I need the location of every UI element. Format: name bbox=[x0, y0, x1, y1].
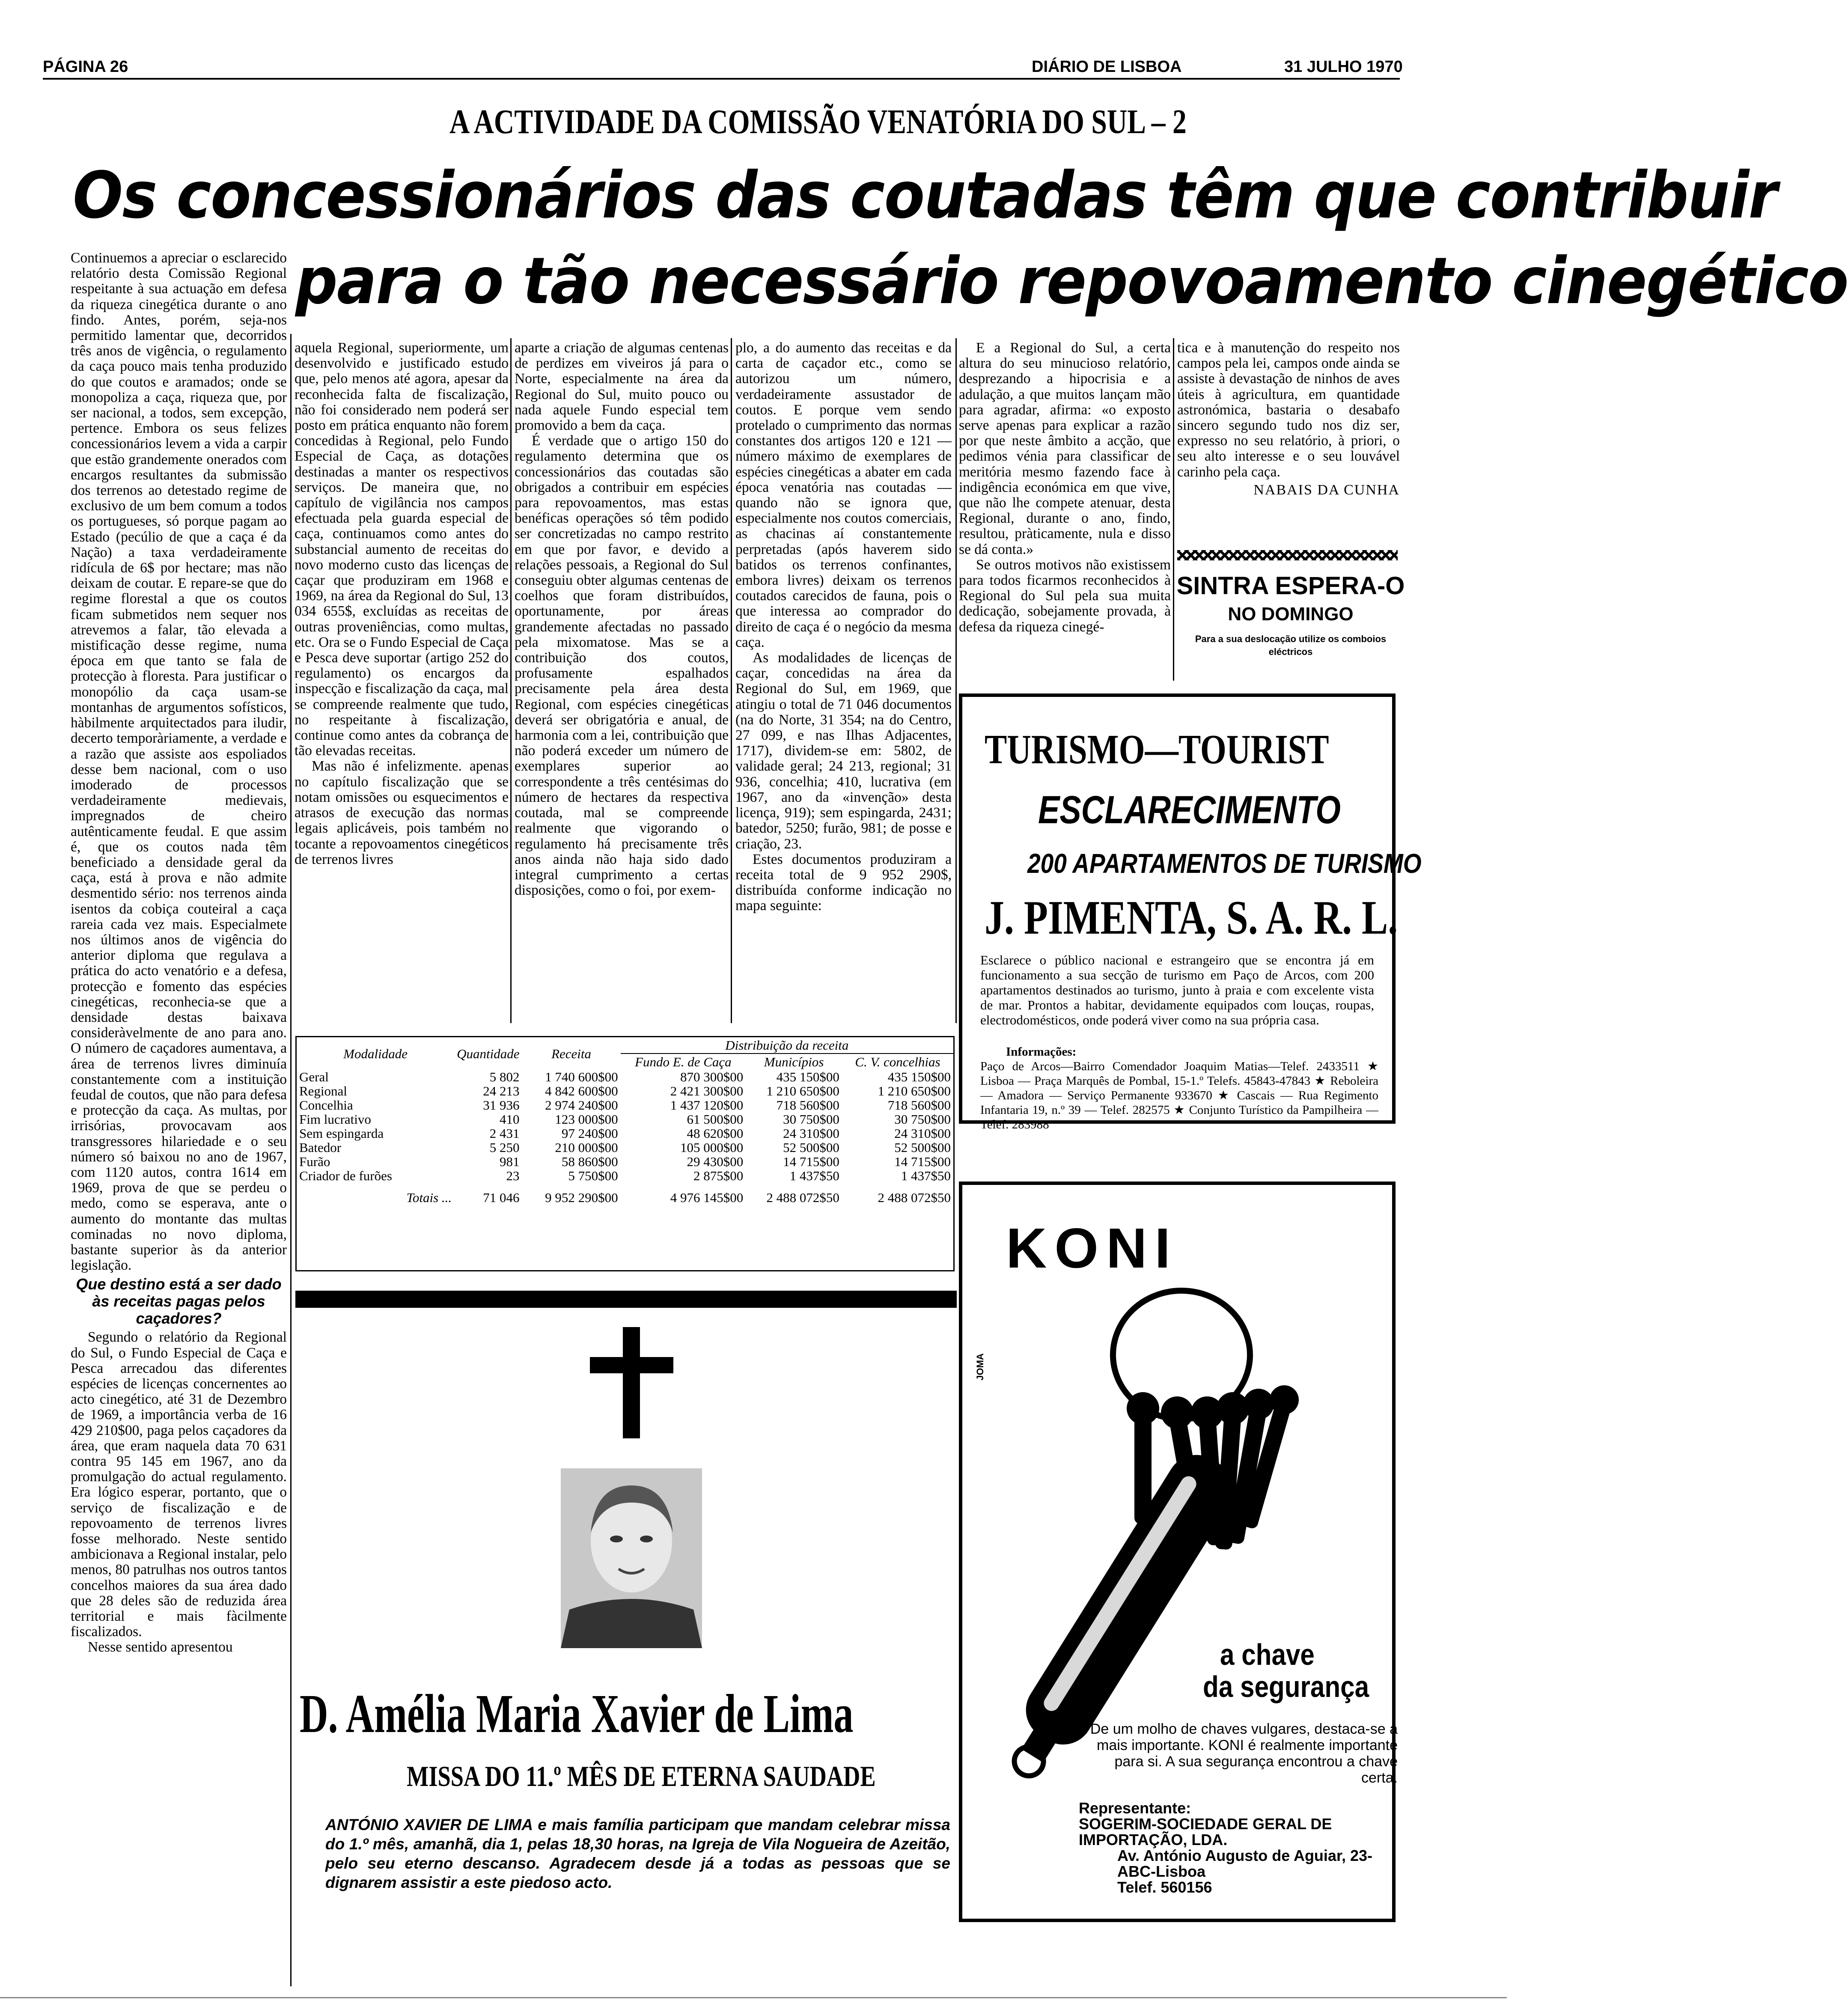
table-cell: 123 000$00 bbox=[555, 1112, 618, 1127]
headline-line-1: Os concessionários das coutadas têm que contribuir bbox=[73, 158, 1777, 233]
column-rule bbox=[1173, 338, 1174, 681]
table-cell: 981 bbox=[500, 1154, 520, 1169]
article-column-6 bbox=[1177, 340, 1400, 546]
table-totals-row bbox=[297, 1183, 953, 1205]
paragraph: plo, a do aumento das receitas e da carta de caçador etc., como se autorizou um número, verdadeiramente assustador de coutos. E porque vem sendo protelado o cumprimento das normas constantes dos artigos 120 e 121 — número máximo de exemplares de espécies cinegéticas a abater em cada época venatória nas coutadas — quando não se ignora que, especialmente nos coutos comerciais, as chacinas aí constantemente perpretadas (após haverem sido batidos os terrenos confinantes, embora livres) deixam os terrenos coutados carecidos de fauna, pois o que interessa ao comprador do direito de caça é o negócio da mesma caça. bbox=[735, 340, 952, 650]
article-column-3 bbox=[515, 340, 729, 1025]
turismo-info-label: Informações: bbox=[1006, 1045, 1077, 1059]
headline-line-2: para o tão necessário repovoamento cinegético bbox=[295, 244, 1848, 318]
revenue-table-box bbox=[295, 1036, 955, 1271]
table-cell: 2 875$00 bbox=[693, 1168, 744, 1183]
paragraph: Mas não é infelizmente. apenas no capítulo fiscalização que se notam omissões ou esquecimentos e atrasos de execução das normas legais aplicáveis, pois também no tocante a repovoamentos cinegéticos de terrenos livres bbox=[295, 758, 509, 867]
table-cell: 14 715$00 bbox=[894, 1154, 951, 1169]
column-rule bbox=[290, 334, 292, 1986]
paragraph: As modalidades de licenças de caçar, concedidas na área da Regional do Sul, em 1969, que atingiu o total de 71 046 documentos (na do Norte, 31 354; na do Centro, 27 099, e nas Ilhas Adjacentes, 1717), dividem-se em: 5802, de validade geral; 24 213, regional; 31 936, concelhia; 410, lucrativa (em 1967, ano da «invenção» desta licença, 919); sem espingarda, 2431; batedor, 5250; furão, 981; de posse e criação, 23. bbox=[735, 650, 952, 852]
paragraph: aquela Regional, superiormente, um desenvolvido e justificado estudo que, pelo menos até agora, apesar da reconhecida falta de fiscalização, não foi considerado nem poderá ser posto em prática enquanto não forem concedidas à Regional, pelo Fundo Especial de Caça, as dotações destinadas a manter os respectivos serviços. De maneira que, no capítulo de vigilância nos campos efectuada pela guarda especial de caça, continuamos como antes do substancial aumento de receitas do novo moderno custo das licenças de caçar que produziram em 1968 e 1969, na área da Regional do Sul, 13 034 655$, excluídas as receitas de outras proveniências, como multas, etc. Ora se o Fundo Especial de Caça e Pesca deve suportar (artigo 252 do regulamento) os encargos da inspecção e fiscalização da caça, mal se compreende realmente que tudo, no respeitante à fiscalização, continue como antes da cobrança de tão elevadas receitas. bbox=[295, 340, 509, 759]
table-cell: 718 560$00 bbox=[776, 1098, 839, 1113]
col-header-receita: Receita bbox=[551, 1046, 592, 1061]
table-total-cell: 4 976 145$00 bbox=[670, 1190, 744, 1205]
paragraph: Nesse sentido apresentou bbox=[88, 1639, 233, 1655]
table-cell: 105 000$00 bbox=[680, 1140, 744, 1155]
koni-rep-label: Representante: bbox=[1079, 1799, 1191, 1817]
col-header-cv: C. V. concelhias bbox=[855, 1054, 940, 1069]
table-row bbox=[297, 1140, 953, 1155]
table-cell: 5 802 bbox=[489, 1069, 520, 1084]
table-cell: 1 740 600$00 bbox=[545, 1069, 618, 1084]
table-total-cell: 71 046 bbox=[483, 1190, 520, 1205]
turismo-ad-body: Esclarece o público nacional e estrangeiro que se encontra já em funcionamento a sua secção de turismo em Paço de Arcos, com 200 apartamentos destinados ao turismo, junto à praia e com excelente vista de mar. Prontos a habitar, devidamente equipados com louças, roupas, electrodomésticos, onde poderá viver como na sua própria casa. bbox=[980, 952, 1374, 1027]
paragraph: tica e à manutenção do respeito nos campos pela lei, campos onde ainda se assiste à devastação de ninhos de aves úteis à agricultura, em quantidade astronómica, bastaria o desabafo sincero segundo tudo nos diz ser, expresso no seu relatório, à priori, o seu alto interesse e o seu louvável carinho pela caça. bbox=[1177, 340, 1400, 480]
table-cell: Regional bbox=[299, 1083, 347, 1098]
column-rule bbox=[510, 338, 512, 1023]
page-bottom-rule bbox=[0, 1997, 1507, 1998]
table-total-cell: Totais ... bbox=[406, 1190, 452, 1205]
table-cell: 435 150$00 bbox=[887, 1069, 951, 1084]
koni-rep-address: Av. António Augusto de Aguiar, 23-ABC-Lisboa bbox=[1117, 1847, 1373, 1880]
turismo-ad-info bbox=[980, 1045, 1378, 1132]
table-cell: Furão bbox=[299, 1154, 330, 1169]
col-header-quantidade: Quantidade bbox=[457, 1046, 520, 1061]
koni-logo: KONI bbox=[1006, 1217, 1178, 1280]
page-number: PÁGINA 26 bbox=[43, 58, 128, 76]
paragraph: É verdade que o artigo 150 do regulamento determina que os concessionários das coutadas são obrigados a contribuir em espécies para repovoamentos, mas estas benéficas operações só têm podido ser concretizadas no campo restrito em que por favor, e devido a relações pessoais, a Regional do Sul conseguiu obter algumas centenas de coelhos que foram distribuídos, oportunamente, por áreas grandemente afectadas no passado pela mixomatose. Mas se a contribuição dos coutos, profusamente espalhados precisamente pela área desta Regional, com espécies cinegéticas deverá ser obrigatória e anual, de harmonia com a lei, contribuição que não poderá exceder um número de exemplares superior ao correspondente a três centésimas do número de hectares da respectiva coutada, mal se compreende realmente que vigorando o regulamento há precisamente três anos ainda não haja sido dado integral cumprimento a certas disposições, como o foi, por exem- bbox=[515, 433, 729, 899]
table-cell: 870 300$00 bbox=[680, 1069, 744, 1084]
table-total-cell: 9 952 290$00 bbox=[545, 1190, 618, 1205]
decorative-border bbox=[1177, 550, 1398, 560]
table-cell: 24 310$00 bbox=[894, 1126, 951, 1141]
table-cell: 1 210 650$00 bbox=[766, 1083, 839, 1098]
paragraph: E a Regional do Sul, a certa altura do seu minucioso relatório, desprezando a hipocrisia e a adulação, a que muitos lançam mão para agradar, afirma: «o exposto serve apenas para explicar a razão por que neste âmbito a acção, que pedimos vénia para classificar de meritória mesmo fazendo face à indigência económica em que vive, que não lhe compete atenuar, desta Regional, durante o ano, findo, resultou, pràticamente, nula e disso se dá conta.» bbox=[959, 340, 1171, 557]
table-cell: 2 974 240$00 bbox=[545, 1098, 618, 1113]
article-column-5 bbox=[959, 340, 1171, 683]
sintra-ad-title: SINTRA ESPERA-O bbox=[1176, 572, 1405, 600]
sintra-ad-subtitle: NO DOMINGO bbox=[1228, 604, 1354, 625]
table-cell: 31 936 bbox=[483, 1098, 520, 1113]
table-total-cell: 2 488 072$50 bbox=[878, 1190, 951, 1205]
table-row bbox=[297, 1070, 953, 1084]
article-subheading: Que destino está a ser dado às receitas pagas pelos caçadores? bbox=[76, 1275, 282, 1327]
table-row bbox=[297, 1126, 953, 1140]
table-cell: 210 000$00 bbox=[555, 1140, 618, 1155]
table-cell: 23 bbox=[506, 1168, 520, 1183]
table-row bbox=[297, 1084, 953, 1098]
table-cell: 718 560$00 bbox=[887, 1098, 951, 1113]
table-cell: 30 750$00 bbox=[783, 1112, 839, 1127]
paragraph: aparte a criação de algumas centenas de perdizes em viveiros já para o Norte, especialmente na área da Regional do Sul, muito pouco ou nada aquele Fundo especial tem promovido a bem da caça. bbox=[515, 340, 729, 434]
paragraph: Estes documentos produziram a receita total de 9 952 290$, distribuída conforme indicação no mapa seguinte: bbox=[735, 851, 952, 914]
table-cell: 61 500$00 bbox=[687, 1112, 744, 1127]
revenue-table bbox=[297, 1037, 953, 1205]
koni-representative bbox=[1079, 1800, 1387, 1895]
table-row bbox=[297, 1098, 953, 1112]
table-cell: 29 430$00 bbox=[687, 1154, 744, 1169]
article-column-1 bbox=[71, 250, 287, 1984]
koni-slogan-line-2: da segurança bbox=[1203, 1670, 1369, 1703]
turismo-ad-subheading: 200 APARTAMENTOS DE TURISMO bbox=[1027, 848, 1422, 879]
table-row bbox=[297, 1112, 953, 1126]
column-rule bbox=[955, 338, 957, 1023]
table-cell: 30 750$00 bbox=[894, 1112, 951, 1127]
col-header-modalidade: Modalidade bbox=[343, 1046, 408, 1061]
paragraph: Segundo o relatório da Regional do Sul, o Fundo Especial de Caça e Pesca arrecadou das diferentes espécies de licenças concernentes ao acto cinegético, até 31 de Dezembro de 1969, a importância verba de 16 429 210$00, paga pelos caçadores da área, que eram naquela data 70 631 contra 95 145 em 1967, ano da promulgação do actual regulamento. Era lógico esperar, portanto, que o serviço de fiscalização e de repovoamento de terrenos livres fosse melhorado. Neste sentido ambicionava a Regional instalar, pelo menos, 80 patrulhas nos outros tantos concelhos maiores da sua área dado que 28 deles são de reduzida área territorial e mais fàcilmente fiscalizados. bbox=[71, 1329, 287, 1640]
table-cell: 5 250 bbox=[489, 1140, 520, 1155]
table-cell: 410 bbox=[500, 1112, 520, 1127]
issue-date: 31 JULHO 1970 bbox=[1284, 58, 1403, 76]
obituary-text: ANTÓNIO XAVIER DE LIMA e mais família participam que mandam celebrar missa do 1.º mês, amanhã, dia 1, pelas 18,30 horas, na Igreja de Vila Nogueira de Azeitão, pelo seu eterno descanso. Agradecem desde já a todas as pessoas que se dignarem assistir a este piedoso acto. bbox=[325, 1816, 950, 1891]
table-cell: 14 715$00 bbox=[783, 1154, 839, 1169]
koni-rep-company: SOGERIM-SOCIEDADE GERAL DE IMPORTAÇÃO, LDA. bbox=[1079, 1815, 1332, 1848]
paragraph: Continuemos a apreciar o esclarecido relatório desta Comissão Regional respeitante à sua actuação em defesa da riqueza cinegética durante o ano findo. Antes, porém, seja-nos permitido lamentar que, decorridos três anos de vigência, o regulamento da caça pouco mais tenha produzido do que coutos e aramados; onde se monopoliza a caça, riqueza que, por ser nacional, a todos, sem excepção, pertence. Embora os seus felizes concessionários levem a vida a carpir que estão grandemente onerados com encargos resultantes da submissão dos terrenos ao detestado regime de exclusivo de um bem comum a todos os portugueses, só porque pagam ao Estado (pecúlio de que a caça é da Nação) a taxa verdadeiramente ridícula de 6$ por hectare; mas não deixam de coutar. E repare-se que do regime florestal a que os coutos ficam submetidos nem sequer nos atrevemos a falar, tão elevada a mistificação desse regime, numa época em que tanto se fala de protecção à floresta. Para justificar o monopólio da caça usam-se montanhas de argumentos sofísticos, hàbilmente arquitectados para iludir, decerto temporàriamente, a verdade e a razão que assiste aos espoliados desse bem nacional, com o uso imoderado de processos verdadeiramente medievais, impregnados de cheiro autênticamente feudal. E que assim é, que os coutos nada têm beneficiado a densidade geral da caça, está à prova e não admite desmentido sério: nos terrenos ainda isentos da cobiça couteiral a caça rareia cada vez mais. Especialmete nos últimos anos de vigência do anterior diploma que regulava a prática do acto venatório e a defesa, protecção e fomento das espécies cinegéticas, reconhecia-se que a densidade destas baixava consideràvelmente de ano para ano. O número de caçadores aumentava, a área de terrenos livres diminuía constantemente com a instituição feudal de coutos, que não para defesa e protecção da caça. As multas, por irrisórias, provocavam aos transgressores hilariedade e o seu número só baixou no ano de 1967, com 1120 autos, contra 1614 em 1969, prova de que se perdeu o medo, como se esperava, ante o aumento do montante das multas cominadas no novo diploma, bastante superior às da anterior legislação. bbox=[71, 250, 287, 1274]
table-cell: 97 240$00 bbox=[561, 1126, 618, 1141]
obituary-subtitle: MISSA DO 11.º MÊS DE ETERNA SAUDADE bbox=[407, 1760, 876, 1792]
table-cell: 4 842 600$00 bbox=[545, 1083, 618, 1098]
sintra-ad-note: Para a sua deslocação utilize os comboios eléctricos bbox=[1195, 634, 1387, 657]
turismo-info-text: Paço de Arcos—Bairro Comendador Joaquim Matias—Telef. 2433511 ★ Lisboa — Praça Marquês de Pombal, 15-1.º Telefs. 45843-47843 ★ Reboleira — Amadora — Serviço Permanente 933670 ★ Cascais — Rua Regimento Infantaria 19, n.º 39 — Telef. 282575 ★ Conjunto Turístico da Pampilheira — Telef. 283988 bbox=[980, 1060, 1378, 1131]
table-cell: Concelhia bbox=[299, 1098, 353, 1113]
cross-icon-bar bbox=[590, 1357, 673, 1373]
col-header-fundo: Fundo E. de Caça bbox=[635, 1054, 732, 1069]
table-row bbox=[297, 1169, 953, 1183]
table-cell: 1 437 120$00 bbox=[670, 1098, 744, 1113]
obituary-border-bar bbox=[295, 1291, 957, 1308]
table-cell: 1 210 650$00 bbox=[878, 1083, 951, 1098]
header-rule bbox=[43, 78, 1400, 80]
koni-slogan-line-1: a chave bbox=[1220, 1638, 1315, 1671]
table-cell: 1 437$50 bbox=[789, 1168, 839, 1183]
table-cell: 2 421 300$00 bbox=[670, 1083, 744, 1098]
paragraph: Se outros motivos não existissem para todos ficarmos reconhecidos à Regional do Sul pela sua muita dedicação, sobejamente provada, à defesa da riqueza cinegé- bbox=[959, 557, 1171, 635]
koni-ad-text: De um molho de chaves vulgares, destaca-se a mais importante. KONI é realmente importante para si. A sua segurança encontrou a chave certa. bbox=[1090, 1721, 1398, 1786]
col-group-distribuicao: Distribuição da receita bbox=[621, 1037, 953, 1054]
obituary-name: D. Amélia Maria Xavier de Lima bbox=[300, 1683, 854, 1744]
column-rule bbox=[731, 338, 732, 1023]
table-cell: 24 213 bbox=[483, 1083, 520, 1098]
table-cell: Geral bbox=[299, 1069, 329, 1084]
table-row bbox=[297, 1155, 953, 1169]
table-cell: Fim lucrativo bbox=[299, 1112, 371, 1127]
author-signature: NABAIS DA CUNHA bbox=[1253, 482, 1400, 498]
table-cell: 52 500$00 bbox=[783, 1140, 839, 1155]
turismo-ad-company: J. PIMENTA, S. A. R. L. bbox=[985, 891, 1398, 944]
article-column-2 bbox=[295, 340, 509, 1025]
portrait-photo bbox=[561, 1468, 702, 1648]
table-cell: 1 437$50 bbox=[901, 1168, 951, 1183]
table-cell: 2 431 bbox=[489, 1126, 520, 1141]
table-cell: 48 620$00 bbox=[687, 1126, 744, 1141]
table-cell: Batedor bbox=[299, 1140, 342, 1155]
table-cell: Criador de furões bbox=[299, 1168, 392, 1183]
turismo-ad-title: TURISMO—TOURIST bbox=[985, 726, 1329, 773]
table-cell: 5 750$00 bbox=[568, 1168, 618, 1183]
newspaper-name: DIÁRIO DE LISBOA bbox=[1032, 58, 1182, 76]
article-kicker: A ACTIVIDADE DA COMISSÃO VENATÓRIA DO SUL – 2 bbox=[449, 103, 1187, 141]
koni-rep-phone: Telef. 560156 bbox=[1117, 1878, 1212, 1896]
cross-icon bbox=[623, 1327, 640, 1438]
table-cell: Sem espingarda bbox=[299, 1126, 384, 1141]
turismo-ad-heading: ESCLARECIMENTO bbox=[1038, 788, 1341, 832]
article-column-4 bbox=[735, 340, 952, 1025]
table-cell: 52 500$00 bbox=[894, 1140, 951, 1155]
koni-vertical-mark: JOMA bbox=[974, 1353, 985, 1381]
table-cell: 24 310$00 bbox=[783, 1126, 839, 1141]
col-header-municipios: Municípios bbox=[764, 1054, 824, 1069]
table-total-cell: 2 488 072$50 bbox=[766, 1190, 839, 1205]
table-cell: 58 860$00 bbox=[561, 1154, 618, 1169]
table-cell: 435 150$00 bbox=[776, 1069, 839, 1084]
